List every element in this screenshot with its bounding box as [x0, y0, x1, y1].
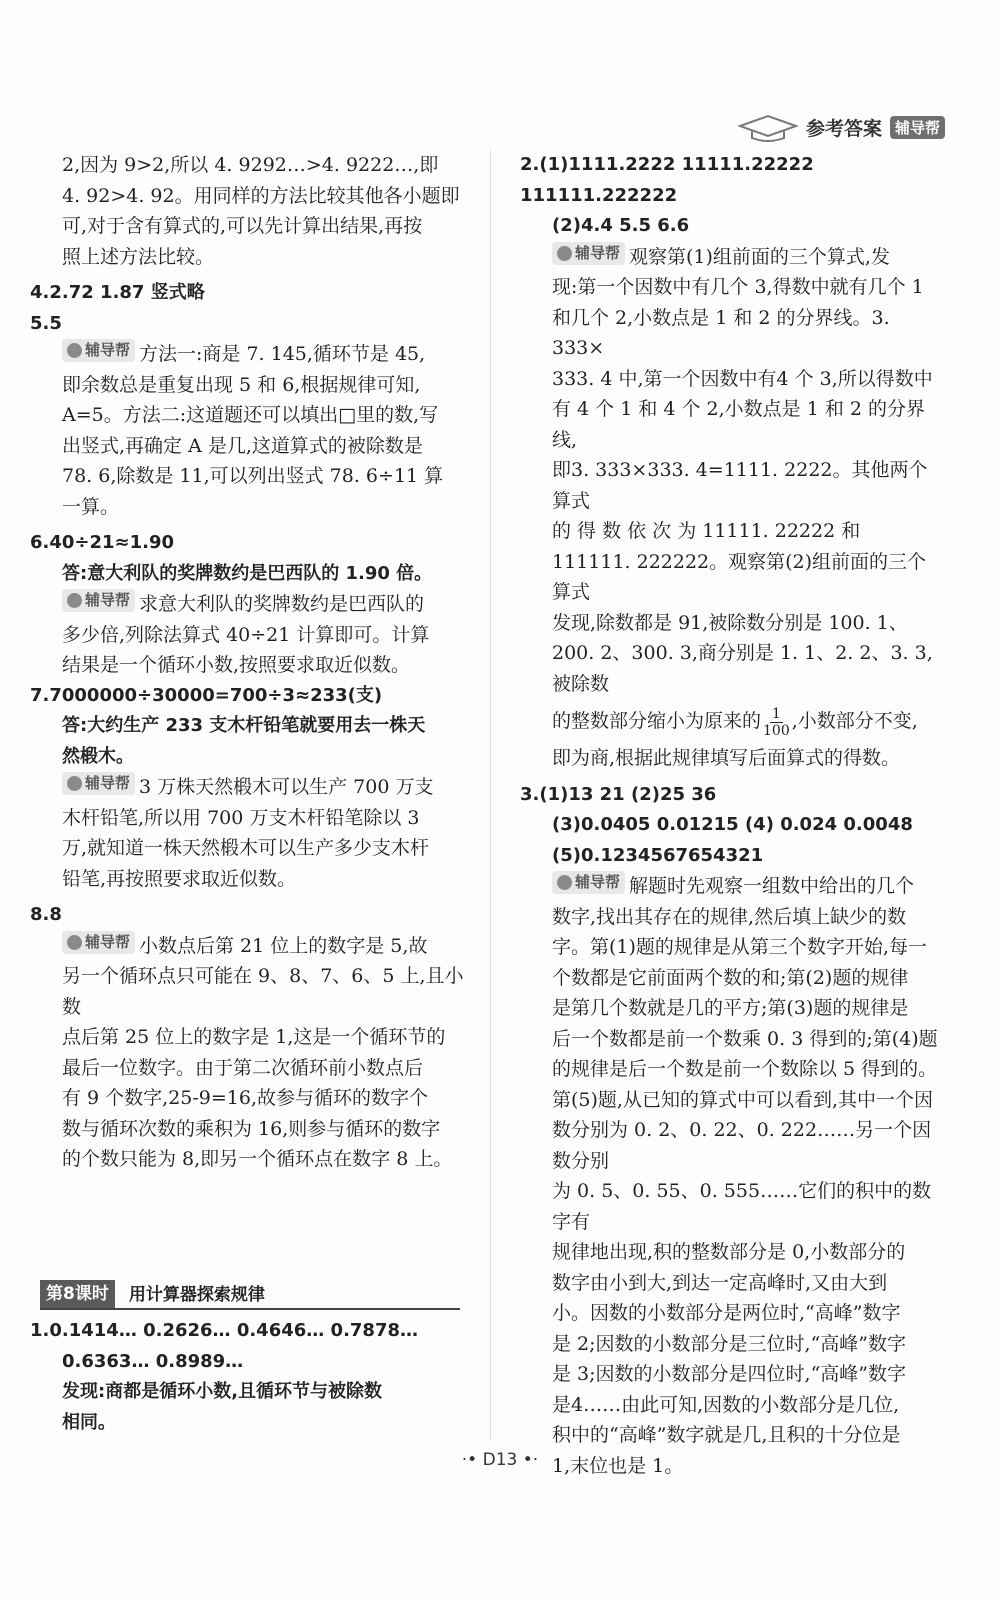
hint-text: 和几个 2,小数点是 1 和 2 的分界线。3. 333× [552, 306, 890, 359]
hint-text: 发现,除数都是 91,被除数分别是 100. 1、 [552, 611, 908, 634]
header-title: 参考答案 [806, 117, 883, 140]
text-line: 照上述方法比较。 [62, 245, 215, 268]
tutor-icon [67, 593, 82, 608]
hint-text: 小数点后第 21 位上的数字是 5,故 [139, 934, 428, 957]
hint-text: 的整数部分缩小为原来的 [552, 710, 762, 732]
text-line: 4. 92>4. 92。用同样的方法比较其他各小题即 [62, 184, 460, 207]
hint-text: 多少倍,列除法算式 40÷21 计算即可。计算 [62, 623, 430, 646]
hint-text: 后一个数都是前一个数乘 0. 3 得到的;第(4)题 [552, 1027, 938, 1050]
hint-text: 第(5)题,从已知的算式中可以看到,其中一个因 [552, 1088, 933, 1111]
hint-text: 即余数总是重复出现 5 和 6,根据规律可知, [62, 373, 421, 396]
tutor-icon [67, 343, 82, 358]
answer-1-finding: 发现:商都是循环小数,且循环节与被除数 [62, 1381, 383, 1402]
hint-text: 个数都是它前面两个数的和;第(2)题的规律 [552, 966, 909, 989]
tutor-badge: 辅导帮 [62, 772, 135, 795]
hint-text: 78. 6,除数是 11,可以列出竖式 78. 6÷11 算 [62, 465, 444, 487]
answer-2-cont: (2)4.4 5.5 6.6 [552, 215, 690, 236]
hint-text: 数字,找出其存在的规律,然后填上缺少的数 [552, 905, 907, 928]
fraction: $\frac{1}{100}$ [763, 705, 790, 739]
tutor-badge: 辅导帮 [62, 339, 135, 362]
hint-text: 数分别为 0. 2、0. 22、0. 222……另一个因数分别 [552, 1119, 932, 1172]
hint-text: 有 4 个 1 和 4 个 2,小数点是 1 和 2 的分界线, [552, 398, 926, 451]
hint-text: 出竖式,再确定 A 是几,这道算式的被除数是 [62, 434, 423, 457]
tutor-badge: 辅导帮 [62, 931, 135, 954]
answer-5: 5.5 [30, 312, 62, 334]
hint-text: 是 3;因数的小数部分是四位时,“高峰”数字 [552, 1363, 906, 1385]
hint-text: 的个数只能为 8,即另一个循环点在数字 8 上。 [62, 1148, 453, 1170]
answer-4: 4.2.72 1.87 竖式略 [30, 282, 205, 303]
hint-text: 3 万株天然椴木可以生产 700 万支 [139, 776, 434, 798]
hint-text: 333. 4 中,第一个因数中有4 个 3,所以得数中 [552, 367, 933, 390]
hint-text: 的规律是后一个数是前一个数除以 5 得到的。 [552, 1058, 938, 1080]
hint-text: 有 9 个数字,25-9=16,故参与循环的数字个 [62, 1087, 429, 1109]
hint-text: 规律地出现,积的整数部分是 0,小数部分的 [552, 1241, 906, 1263]
hint-text: 1,末位也是 1。 [552, 1454, 684, 1477]
page-number: ·• D13 •· [461, 1450, 539, 1470]
lesson-answers [30, 1316, 470, 1438]
tutor-badge: 辅导帮 [62, 589, 135, 612]
hint-text: 木杆铅笔,所以用 700 万支木杆铅笔除以 3 [62, 806, 420, 829]
tutor-icon [557, 246, 572, 261]
graduation-cap-icon [738, 112, 798, 142]
hint-text: 万,就知道一株天然椴木可以生产多少支木杆 [62, 837, 430, 859]
answer-6: 6.40÷21≈1.90 [30, 532, 175, 553]
tutor-icon [67, 935, 82, 950]
text-line: 可,对于含有算式的,可以先计算出结果,再按 [62, 215, 423, 237]
hint-text: 是第几个数就是几的平方;第(3)题的规律是 [552, 997, 909, 1019]
answer-2: 2.(1)1111.2222 11111.22222 111111.222222 [520, 154, 814, 206]
hint-text: 积中的“高峰”数字就是几,且积的十分位是 [552, 1424, 901, 1446]
hint-text: 200. 2、300. 3,商分别是 1. 1、2. 2、3. 3,被除数 [552, 642, 933, 695]
tutor-icon [557, 875, 572, 890]
answer-7-statement: 答:大约生产 233 支木杆铅笔就要用去一株天 [62, 715, 426, 736]
hint-text: 一算。 [62, 495, 120, 518]
hint-text: 求意大利队的奖牌数约是巴西队的 [139, 593, 425, 615]
hint-text: 字。第(1)题的规律是从第三个数字开始,每一 [552, 936, 927, 958]
answer-7: 7.7000000÷30000=700÷3≈233(支) [30, 684, 383, 706]
hint-text: 是 2;因数的小数部分是三位时,“高峰”数字 [552, 1332, 906, 1355]
answer-1-finding: 相同。 [62, 1411, 116, 1433]
hint-text: 111111. 222222。观察第(2)组前面的三个算式 [552, 550, 927, 603]
text-line: 2,因为 9>2,所以 4. 9292…>4. 9222…,即 [62, 154, 439, 176]
right-column [520, 150, 940, 1481]
hint-text: 解题时先观察一组数中给出的几个 [629, 875, 915, 897]
tutor-badge: 辅导帮 [552, 871, 625, 894]
hint-text: 小。因数的小数部分是两位时,“高峰”数字 [552, 1302, 901, 1324]
hint-text: 即3. 333×333. 4=1111. 2222。其他两个算式 [552, 459, 928, 512]
answer-6-statement: 答:意大利队的奖牌数约是巴西队的 1.90 倍。 [62, 562, 433, 584]
hint-text: 数字由小到大,到达一定高峰时,又由大到 [552, 1271, 888, 1294]
left-column [30, 150, 470, 1175]
answer-3: 3.(1)13 21 (2)25 36 [520, 783, 717, 805]
hint-text: 为 0. 5、0. 55、0. 555……它们的积中的数字有 [552, 1180, 932, 1233]
answer-1-cont: 0.6363… 0.8989… [62, 1350, 244, 1372]
hint-text: 点后第 25 位上的数字是 1,这是一个循环节的 [62, 1026, 446, 1048]
tutor-icon [67, 776, 82, 791]
hint-text: A=5。方法二:这道题还可以填出□里的数,写 [62, 404, 439, 426]
header-tag: 辅导帮 [890, 116, 945, 139]
hint-text: 即为商,根据此规律填写后面算式的得数。 [552, 747, 901, 769]
hint-text: 铅笔,再按照要求取近似数。 [62, 867, 297, 890]
page-header [738, 112, 945, 142]
tutor-badge: 辅导帮 [552, 242, 625, 265]
hint-text: 观察第(1)组前面的三个算式,发 [629, 245, 890, 268]
hint-text: ,小数部分不变, [791, 710, 918, 732]
hint-text: 现:第一个因数中有几个 3,得数中就有几个 1 [552, 276, 924, 298]
lesson-title: 用计算器探索规律 [128, 1285, 265, 1305]
answer-1: 1.0.1414… 0.2626… 0.4646… 0.7878… [30, 1320, 419, 1341]
answer-8: 8.8 [30, 904, 62, 925]
answer-3-cont: (3)0.0405 0.01215 (4) 0.024 0.0048 [552, 814, 913, 835]
hint-text: 另一个循环点只可能在 9、8、7、6、5 上,且小数 [62, 965, 464, 1018]
hint-text: 最后一位数字。由于第二次循环前小数点后 [62, 1056, 424, 1079]
lesson-number: 第8课时 [40, 1280, 115, 1308]
hint-text: 方法一:商是 7. 145,循环节是 45, [139, 343, 426, 365]
hint-text: 数与循环次数的乘积为 16,则参与循环的数字 [62, 1117, 441, 1140]
lesson-heading [40, 1280, 460, 1310]
answer-7-statement: 然椴木。 [62, 745, 134, 767]
hint-text: 的 得 数 依 次 为 11111. 22222 和 [552, 520, 861, 542]
hint-text: 是4……由此可知,因数的小数部分是几位, [552, 1393, 900, 1416]
column-divider [490, 150, 491, 1440]
hint-text: 结果是一个循环小数,按照要求取近似数。 [62, 654, 411, 676]
answer-3-cont: (5)0.1234567654321 [552, 844, 764, 866]
